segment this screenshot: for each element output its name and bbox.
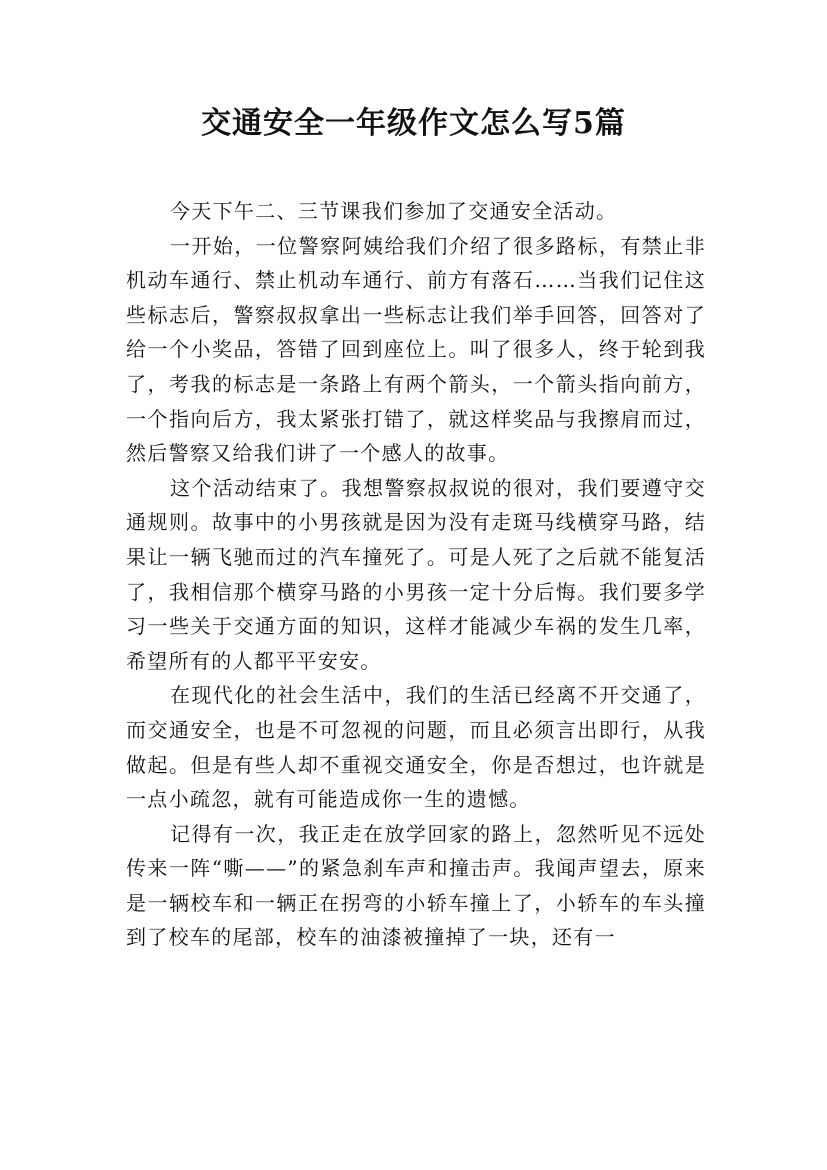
document-title: 交通安全一年级作文怎么写5篇 [201,106,626,141]
paragraph: 这个活动结束了。我想警察叔叔说的很对，我们要遵守交通规则。故事中的小男孩就是因为没有走斑马线横穿马路，结果让一辆飞驰而过的汽车撞死了。可是人死了之后就不能复活了，我相信那个横穿马路的小男孩一定十分后悔。我们要多学习一些关于交通方面的知识，这样才能减少车祸的发生几率，希望所有的人都平平安安。 [126,475,706,673]
paragraph: 今天下午二、三节课我们参加了交通安全活动。 [170,199,618,223]
paragraph: 记得有一次，我正走在放学回家的路上，忽然听见不远处传来一阵“嘶——”的紧急刹车声和撞击声。我闻声望去，原来是一辆校车和一辆正在拐弯的小轿车撞上了，小轿车的车头撞到了校车的尾部，校车的油漆被撞掉了一块，还有一 [126,821,706,950]
paragraph: 在现代化的社会生活中，我们的生活已经离不开交通了，而交通安全，也是不可忽视的问题，而且必须言出即行，从我做起。但是有些人却不重视交通安全，你是否想过，也许就是一点小疏忽，就有可能造成你一生的遗憾。 [126,683,706,812]
document-body [126,194,706,955]
paragraph: 一开始，一位警察阿姨给我们介绍了很多路标，有禁止非机动车通行、禁止机动车通行、前方有落石……当我们记住这些标志后，警察叔叔拿出一些标志让我们举手回答，回答对了给一个小奖品，答错了回到座位上。叫了很多人，终于轮到我了，考我的标志是一条路上有两个箭头，一个箭头指向前方，一个指向后方，我太紧张打错了，就这样奖品与我擦肩而过，然后警察又给我们讲了一个感人的故事。 [126,233,706,466]
